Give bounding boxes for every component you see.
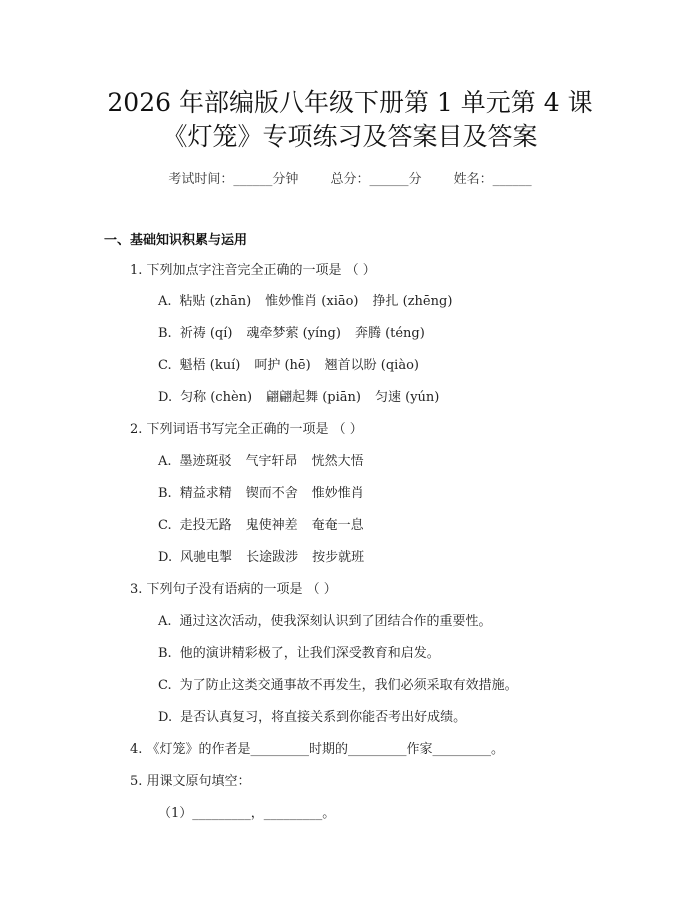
exam-time: 考试时间：______分钟	[168, 172, 299, 187]
question-5-stem: 5. 用课文原句填空：	[130, 774, 251, 789]
question-3-option-d: D. 是否认真复习，将直接关系到你能否考出好成绩。	[158, 710, 467, 725]
exam-total-score: 总分：______分	[330, 172, 422, 187]
question-5-sub-1: （1）_________，_________。	[158, 806, 336, 821]
title-line-1: 2026 年部编版八年级下册第 1 单元第 4 课	[107, 88, 593, 117]
question-3-option-c: C. 为了防止这类交通事故不再发生，我们必须采取有效措施。	[158, 678, 518, 693]
title-line-2: 《灯笼》专项练习及答案目及答案	[162, 122, 538, 151]
section-heading: 一、基础知识积累与运用	[104, 233, 248, 248]
question-1-stem: 1. 下列加点字注音完全正确的一项是 （ ）	[130, 263, 376, 278]
question-3-option-b: B. 他的演讲精彩极了，让我们深受教育和启发。	[158, 646, 440, 661]
question-2-option-d: D. 风驰电掣 长途跋涉 按步就班	[158, 550, 365, 565]
question-2-option-b: B. 精益求精 锲而不舍 惟妙惟肖	[158, 486, 364, 501]
question-3-option-a: A. 通过这次活动，使我深刻认识到了团结合作的重要性。	[158, 614, 492, 629]
question-2-stem: 2. 下列词语书写完全正确的一项是 （ ）	[130, 422, 363, 437]
question-1-option-a: A. 粘贴 (zhān) 惟妙惟肖 (xiāo) 挣扎 (zhēng)	[158, 294, 453, 309]
exam-info	[0, 168, 700, 187]
question-1-option-d: D. 匀称 (chèn) 翩翩起舞 (piān) 匀速 (yún)	[158, 390, 440, 405]
question-4-stem: 4. 《灯笼》的作者是_________时期的_________作家_________。	[130, 742, 505, 757]
question-2-option-a: A. 墨迹斑驳 气宇轩昂 恍然大悟	[158, 454, 364, 469]
question-1-option-c: C. 魁梧 (kuí) 呵护 (hē) 翘首以盼 (qiào)	[158, 358, 419, 373]
exam-name: 姓名：______	[453, 172, 532, 187]
question-3-stem: 3. 下列句子没有语病的一项是 （ ）	[130, 582, 337, 597]
question-1-option-b: B. 祈祷 (qí) 魂牵梦萦 (yíng) 奔腾 (téng)	[158, 326, 425, 341]
question-2-option-c: C. 走投无路 鬼使神差 奄奄一息	[158, 518, 364, 533]
